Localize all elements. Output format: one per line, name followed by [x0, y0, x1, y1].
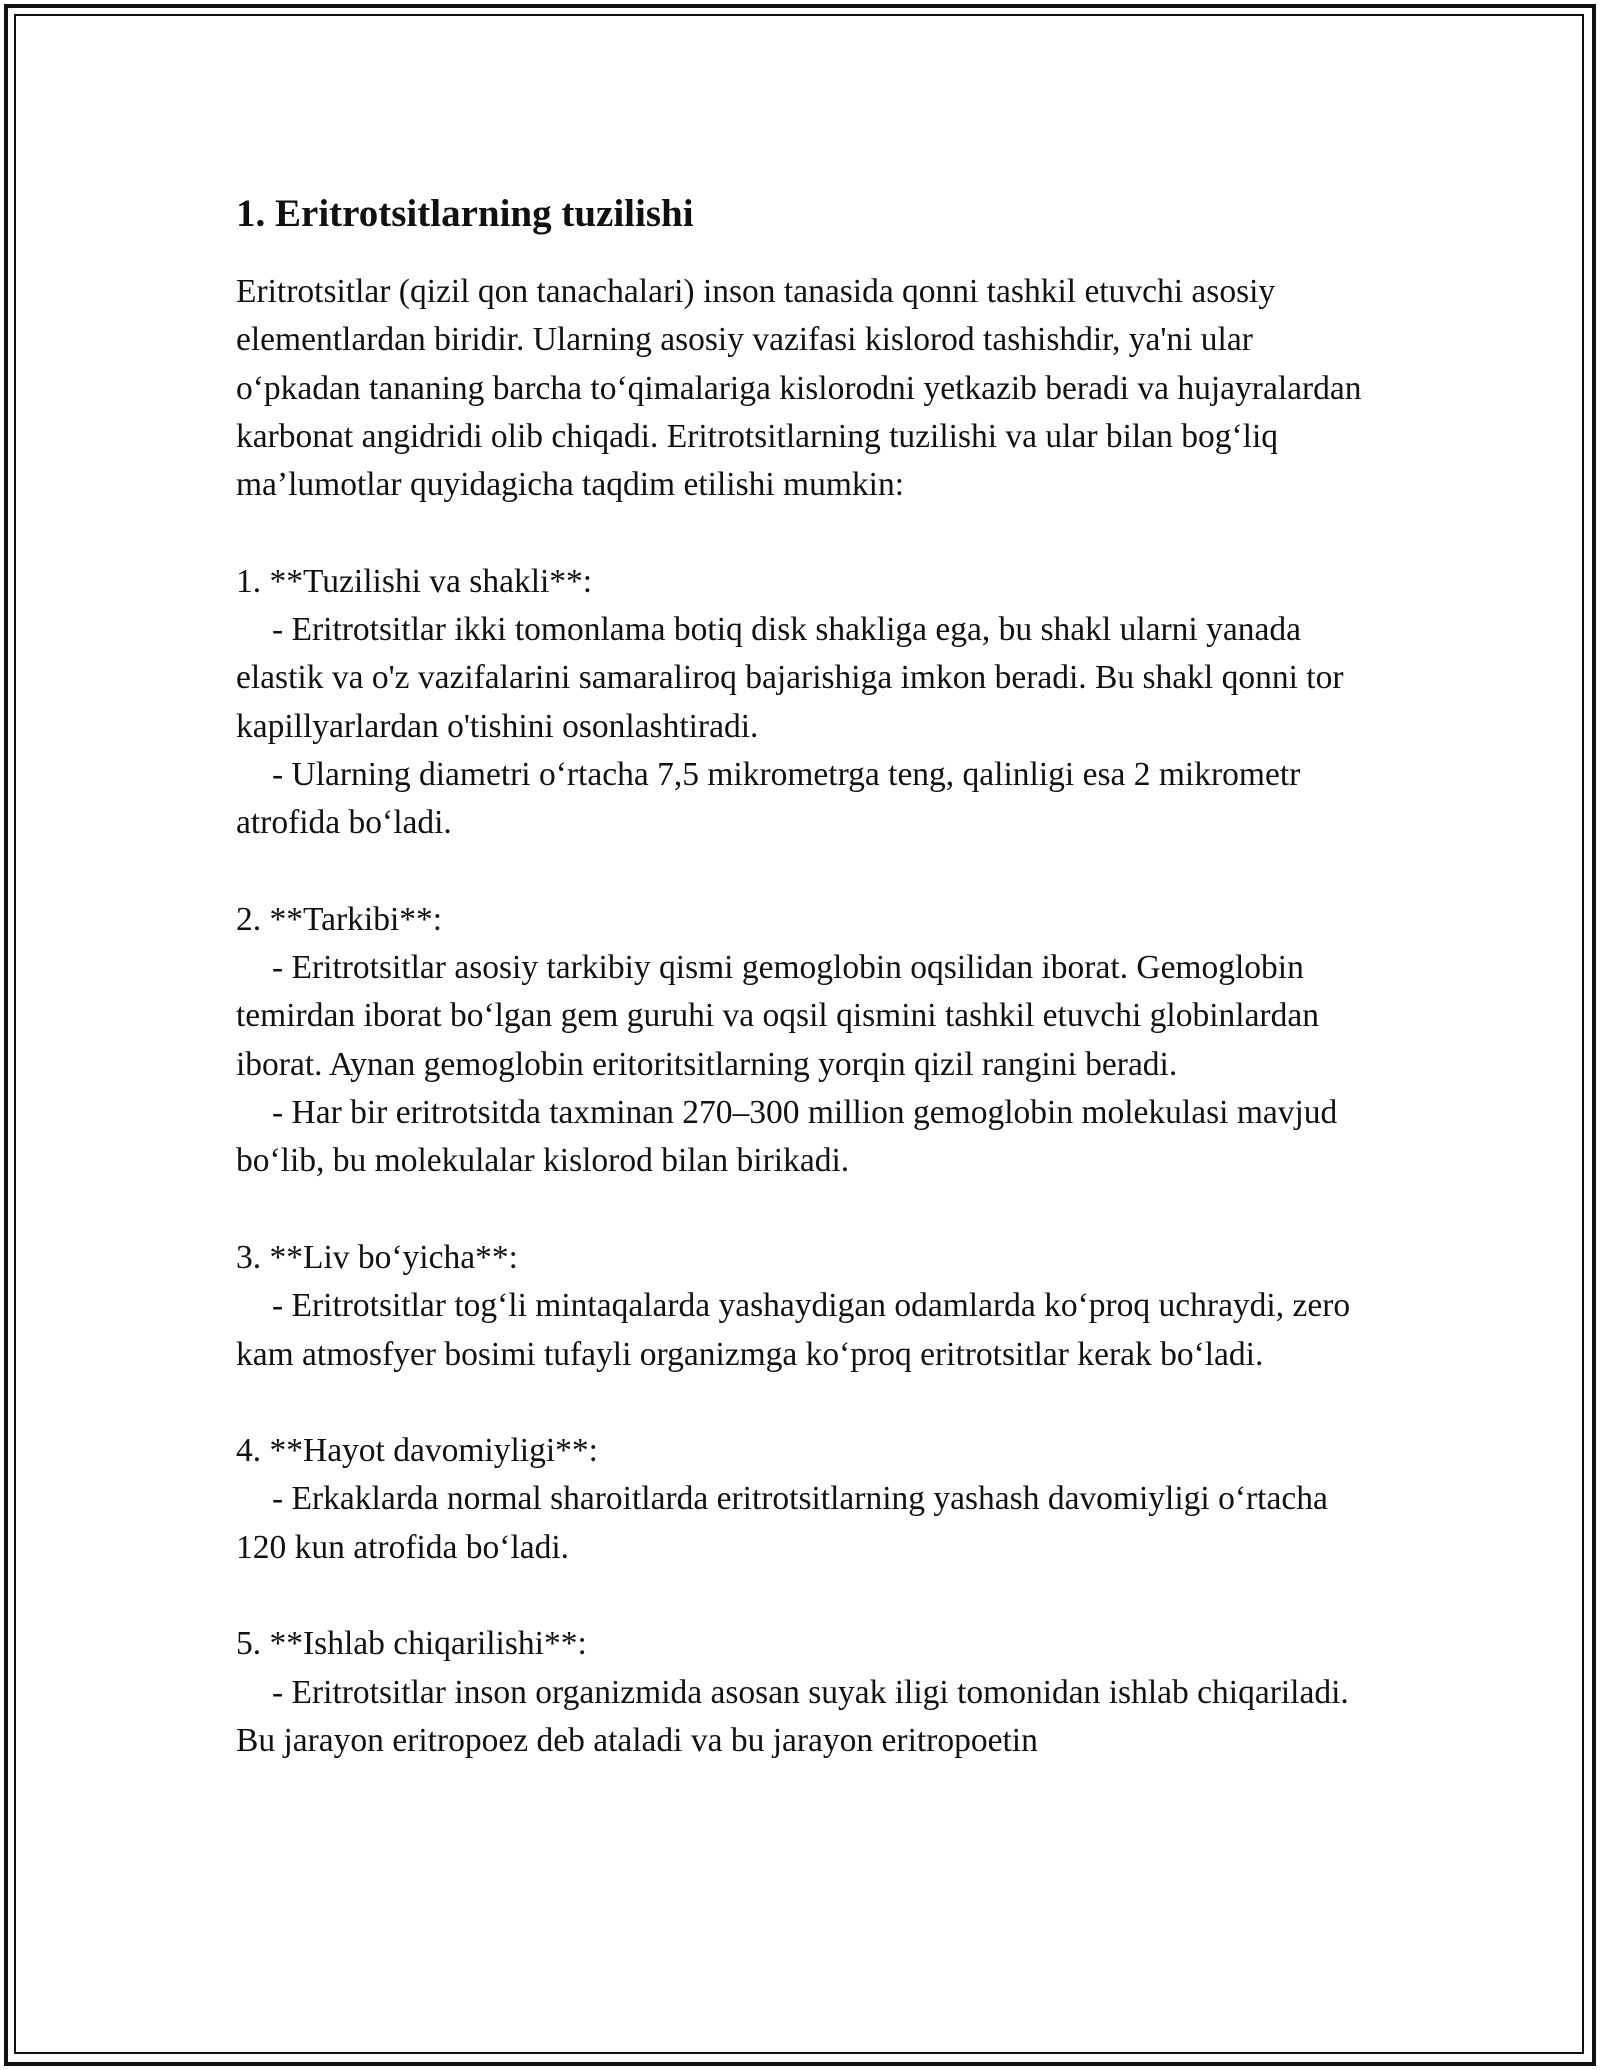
list-section-1: [236, 558, 1376, 848]
section-title: 5. **Ishlab chiqarilishi**:: [236, 1625, 587, 1663]
spacer: [236, 1186, 1376, 1234]
list-section-5: [236, 1620, 1376, 1765]
list-section-3: [236, 1234, 1376, 1379]
spacer: [236, 509, 1376, 557]
bullet-item: - Eritrotsitlar asosiy tarkibiy qismi gemoglobin oqsilidan iborat. Gemoglobin temirdan iborat bo‘lgan gem guruhi va oqsil qismini tashkil etuvchi globinlardan iborat. Aynan gemoglobin eritoritsitlarning yorqin qizil rangini beradi.: [236, 949, 1319, 1083]
spacer: [236, 1572, 1376, 1620]
section-title: 4. **Hayot davomiyligi**:: [236, 1432, 598, 1470]
list-section-4: [236, 1427, 1376, 1572]
bullet-item: - Har bir eritrotsitda taxminan 270–300 million gemoglobin molekulasi mavjud bo‘lib, bu molekulalar kislorod bilan birikadi.: [236, 1094, 1338, 1180]
bullet-item: - Eritrotsitlar inson organizmida asosan suyak iligi tomonidan ishlab chiqariladi. Bu jarayon eritropoez deb ataladi va bu jarayon eritropoetin: [236, 1673, 1349, 1759]
bullet-item: - Eritrotsitlar ikki tomonlama botiq disk shakliga ega, bu shakl ularni yanada elastik va o'z vazifalarini samaraliroq bajarishiga imkon beradi. Bu shakl qonni tor kapillyarlardan o'tishini osonlashtiradi.: [236, 611, 1344, 745]
bullet-item: - Erkaklarda normal sharoitlarda eritrotsitlarning yashash davomiyligi o‘rtacha 120 kun atrofida bo‘ladi.: [236, 1480, 1328, 1566]
list-section-2: [236, 896, 1376, 1186]
document-body: [236, 190, 1376, 1765]
section-title: 3. **Liv bo‘yicha**:: [236, 1238, 518, 1276]
spacer: [236, 1379, 1376, 1427]
intro-paragraph: Eritrotsitlar (qizil qon tanachalari) inson tanasida qonni tashkil etuvchi asosiy elementlardan biridir. Ularning asosiy vazifasi kislorod tashishdir, ya'ni ular o‘pkadan tananing barcha to‘qimalariga kislorodni yetkazib beradi va hujayralardan karbonat angidridi olib chiqadi. Eritrotsitlarning tuzilishi va ular bilan bog‘liq ma’lumotlar quyidagicha taqdim etilishi mumkin:: [236, 273, 1362, 504]
spacer: [236, 848, 1376, 896]
section-title: 2. **Tarkibi**:: [236, 900, 443, 938]
bullet-item: - Eritrotsitlar tog‘li mintaqalarda yashaydigan odamlarda ko‘proq uchraydi, zero kam atmosfyer bosimi tufayli organizmga ko‘proq eritrotsitlar kerak bo‘ladi.: [236, 1287, 1351, 1373]
bullet-item: - Ularning diametri o‘rtacha 7,5 mikrometrga teng, qalinligi esa 2 mikrometr atrofida bo‘ladi.: [236, 755, 1301, 842]
section-heading: 1. Eritrotsitlarning tuzilishi: [236, 192, 694, 235]
section-title: 1. **Tuzilishi va shakli**:: [236, 562, 593, 600]
